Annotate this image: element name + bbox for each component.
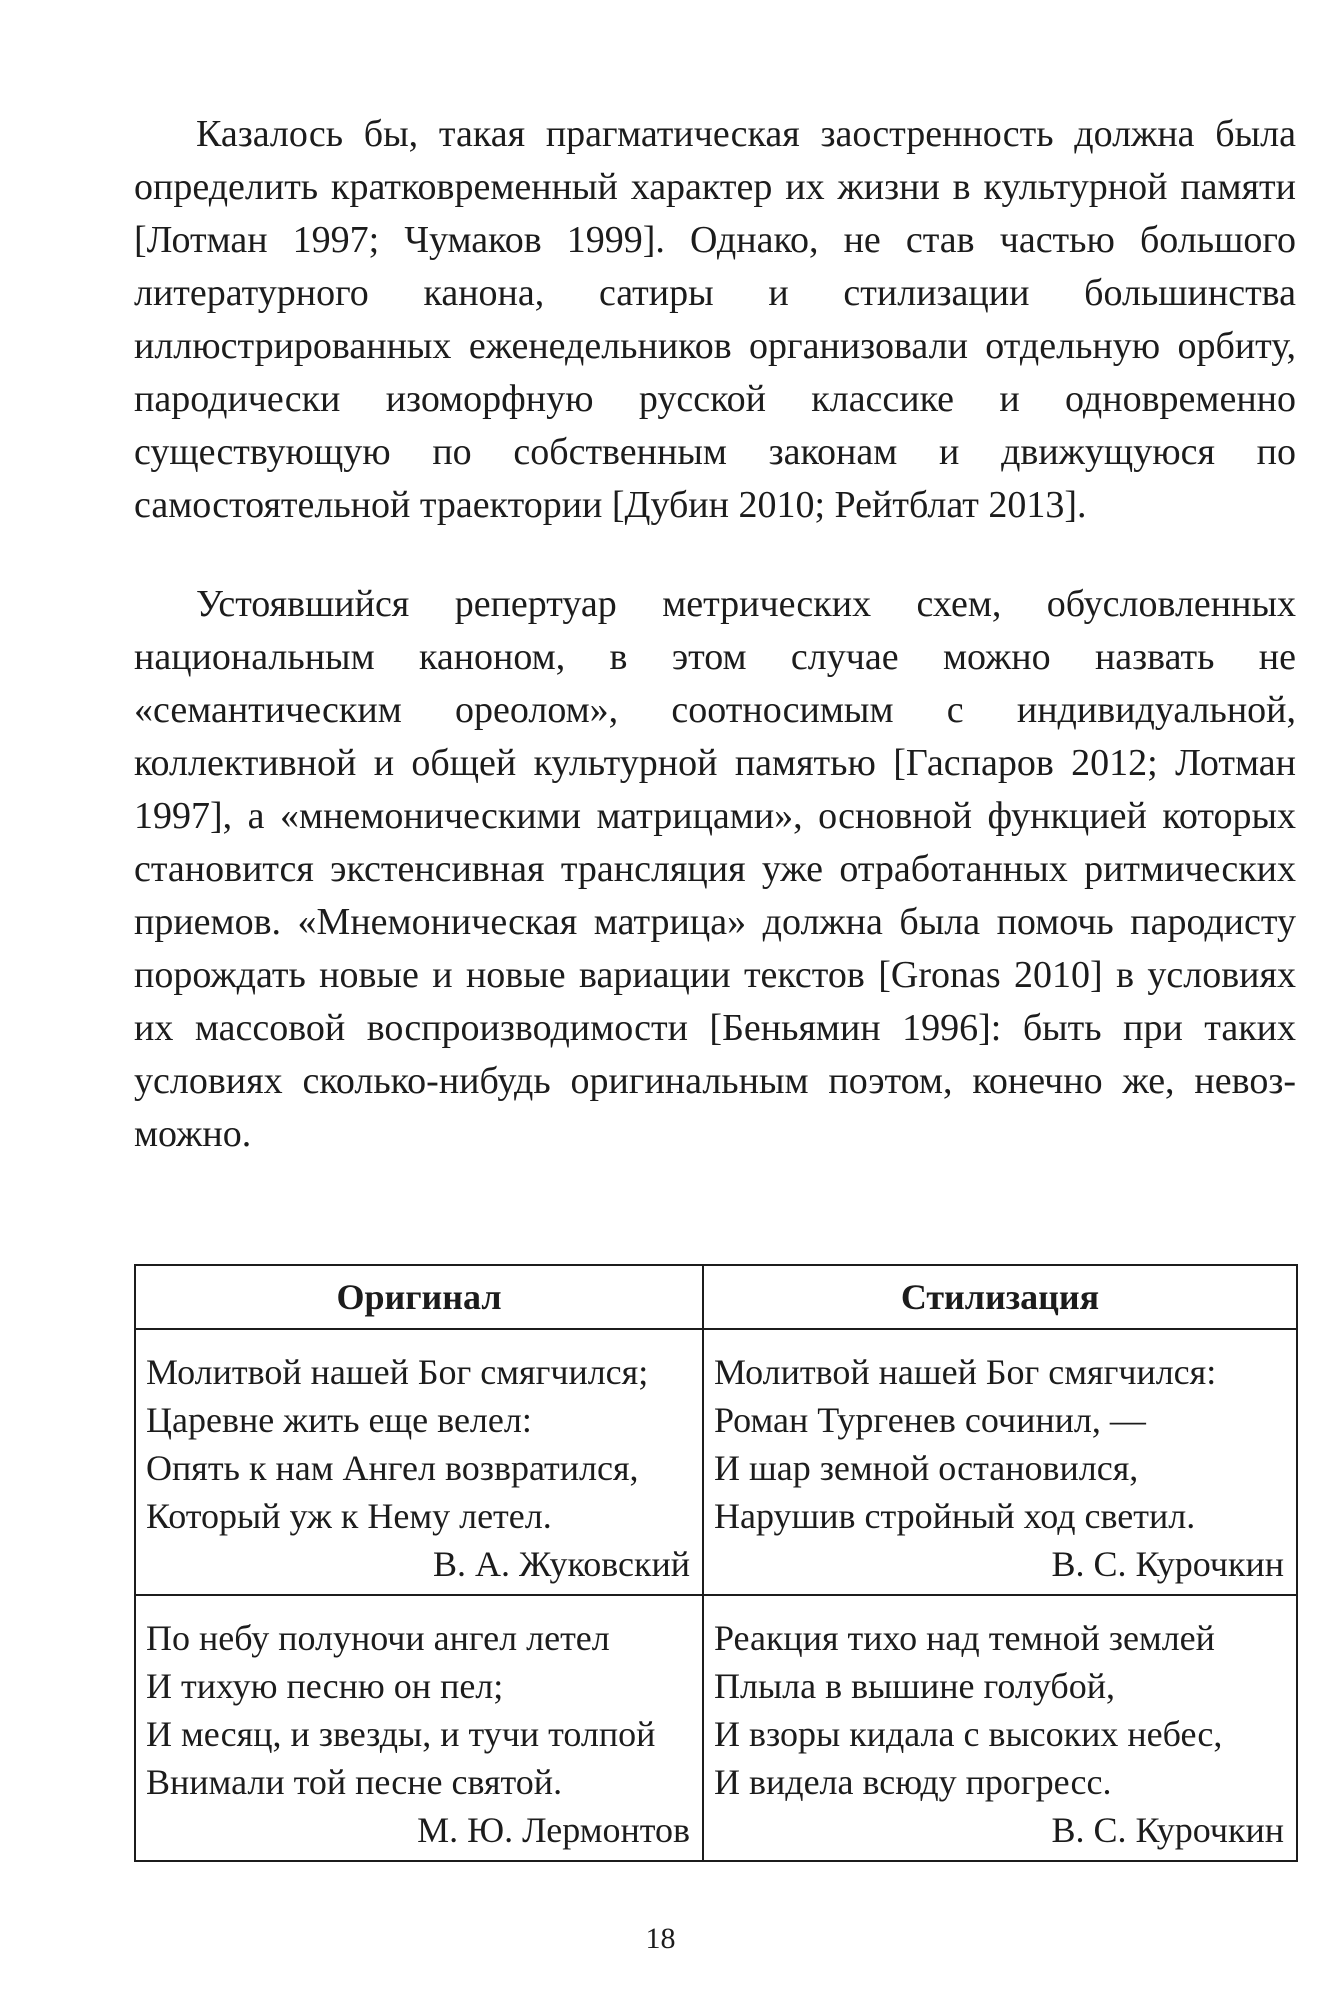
poem-line: Внимали той песне святой. (146, 1762, 563, 1802)
header-stylization: Стилизация (703, 1265, 1297, 1329)
stylization-poem-cell (703, 1595, 1297, 1861)
poem-author: В. С. Курочкин (1051, 1544, 1284, 1584)
original-poem-cell (135, 1595, 703, 1861)
poem-line: Молитвой нашей Бог смягчился; (146, 1352, 649, 1392)
poem-line: Молитвой нашей Бог смягчился: (714, 1352, 1217, 1392)
original-poem-cell (135, 1329, 703, 1595)
poem-line: Царевне жить еще велел: (146, 1400, 532, 1440)
stylization-poem-cell (703, 1329, 1297, 1595)
paragraph-1: Казалось бы, такая прагматическая заостренность должна была определить кратковременный характер их жизни в культурной памяти [Лотман 1997; Чумаков 1999]. Однако, не став частью большого литературного канона, сатиры и стилизации большинства иллюстрированных еженедельников организовали отдельную орбиту, пародически изоморфную русской классике и одновременно существующую по собственным законам и движущуюся по самостоятельной траектории [Дубин 2010; Рейтблат 2013]. (134, 113, 1296, 526)
poem-line: Опять к нам Ангел возвратился, (146, 1448, 639, 1488)
poem-line: И видела всюду прогресс. (714, 1762, 1112, 1802)
poem-line: Нарушив стройный ход светил. (714, 1496, 1196, 1536)
poem-line: Роман Тургенев сочинил, — (714, 1400, 1146, 1440)
poem-line: Реакция тихо над темной землей (714, 1618, 1215, 1658)
poem-author: В. А. Жуковский (433, 1544, 690, 1584)
paragraph-2: Устоявшийся репертуар метрических схем, обусловленных национальным каноном, в этом случае можно назвать не «семантическим ореолом», соотносимым с индивидуальной, коллективной и общей культурной памятью [Гаспаров 2012; Лотман 1997], а «мнемоническими матрицами», основной функцией которых становится экстенсивная трансляция уже отработанных ритмических приемов. «Мнемоническая матрица» должна была помочь пародисту порождать новые и новые вариации текстов [Gronas 2010] в условиях их массовой воспроизводимости [Беньямин 1996]: быть при таких условиях сколько-нибудь оригинальным поэтом, конечно же, невозможно. (134, 583, 1296, 1155)
table-row (135, 1595, 1297, 1861)
table-row (135, 1329, 1297, 1595)
poem-line: И месяц, и звезды, и тучи толпой (146, 1714, 656, 1754)
poem-line: Который уж к Нему летел. (146, 1496, 552, 1536)
poem-author: В. С. Курочкин (1051, 1810, 1284, 1850)
poem-line: И тихую песню он пел; (146, 1666, 504, 1706)
poem-author: М. Ю. Лермонтов (417, 1810, 690, 1850)
poem-line: Плыла в вышине голубой, (714, 1666, 1115, 1706)
poem-line: И шар земной остановился, (714, 1448, 1139, 1488)
comparison-table (134, 1264, 1298, 1862)
poem-line: И взоры кидала с высоких небес, (714, 1714, 1223, 1754)
table-header-row (135, 1265, 1297, 1329)
poem-line: По небу полуночи ангел летел (146, 1618, 610, 1658)
header-original: Оригинал (135, 1265, 703, 1329)
page-number: 18 (645, 1922, 676, 1955)
